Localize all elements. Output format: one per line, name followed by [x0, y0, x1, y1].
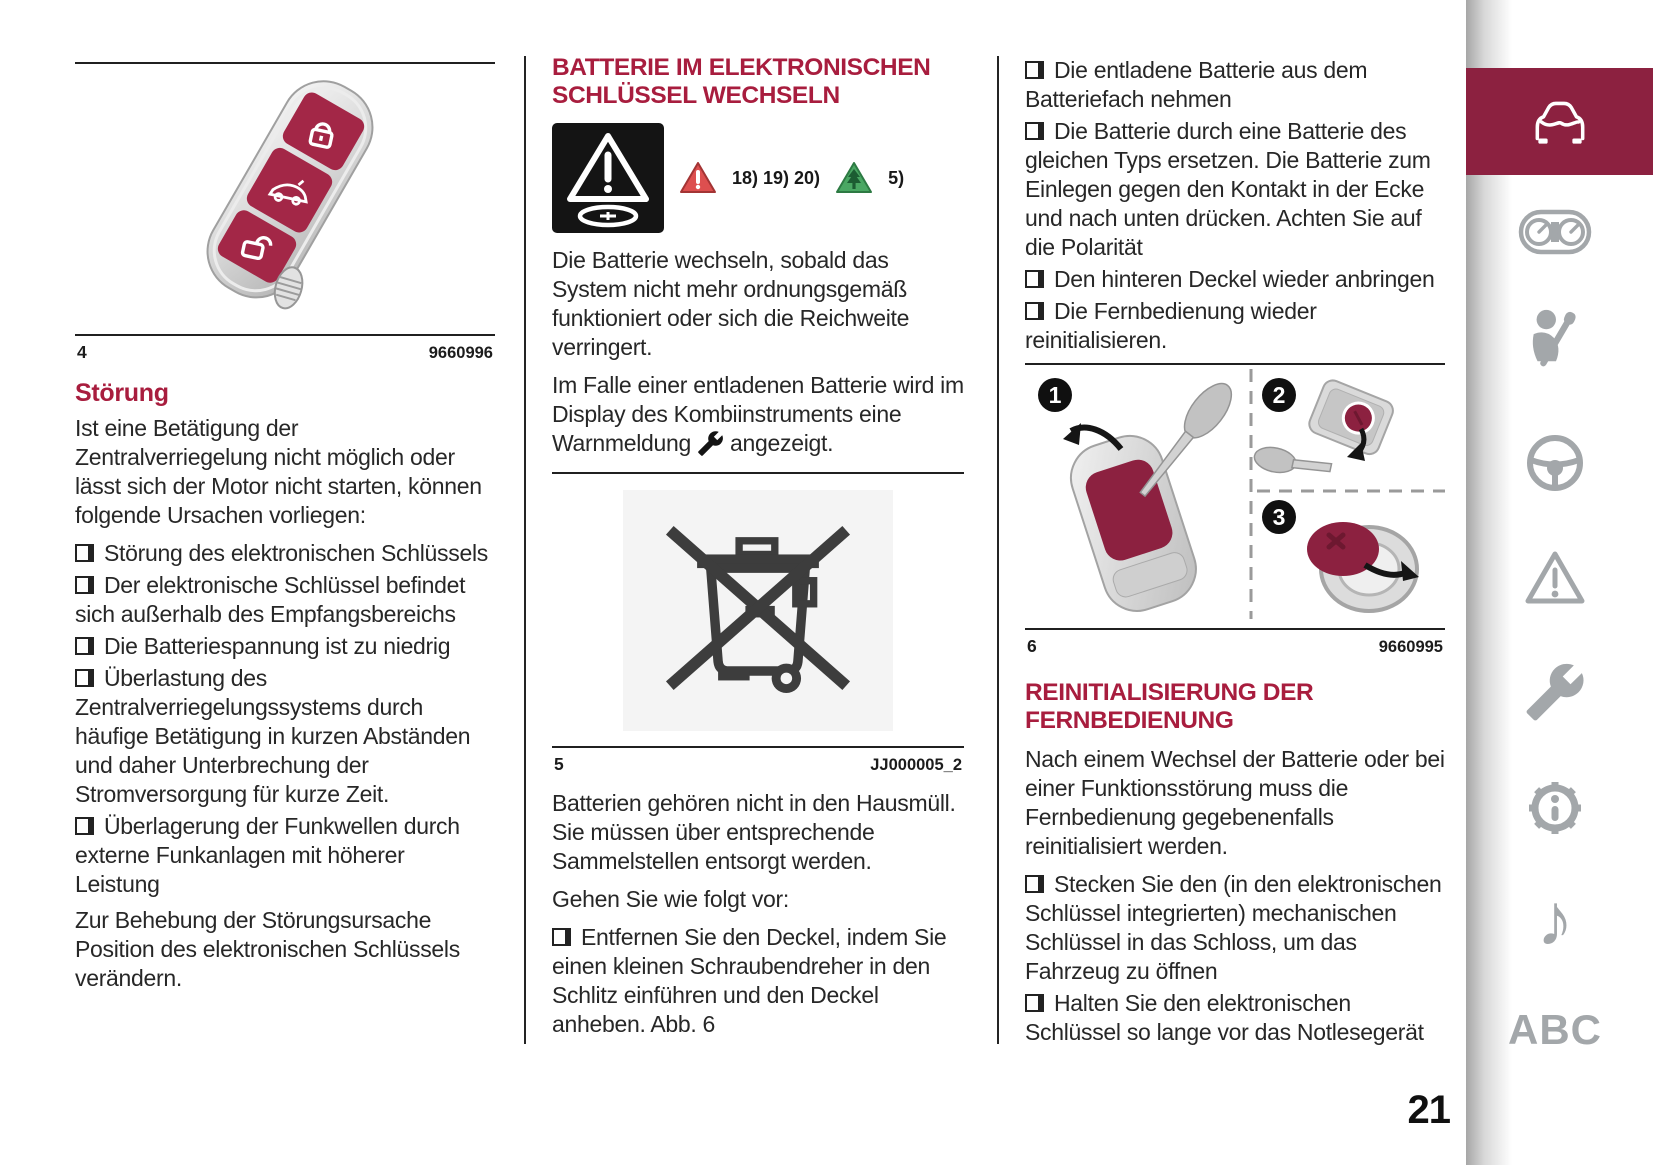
- tab-maintenance[interactable]: [1507, 644, 1603, 740]
- list-item: Überlastung des Zentralverriegelungssystems durch häufige Betätigung in kurzen Abständen und daher Unterbrechung der Stromversorgung für kurze Zeit.: [75, 665, 471, 807]
- car-icon: [1527, 97, 1593, 147]
- paragraph: Zur Behebung der Störungsursache Position des elektronischen Schlüssels verändern.: [75, 907, 460, 991]
- wrench-icon: [1524, 661, 1586, 723]
- column-divider: [997, 56, 999, 1044]
- figure-battery-disposal: [552, 474, 964, 746]
- paragraph: Ist eine Betätigung der Zentralverriegelung nicht möglich oder lässt sich der Motor nicht starten, können folgende Ursachen vorliegen:: [75, 415, 482, 528]
- list-item: Überlagerung der Funkwellen durch externe Funkanlagen mit höherer Leistung: [75, 813, 460, 897]
- warning-icon-row: [552, 120, 964, 236]
- figure4-caption: [75, 336, 495, 363]
- step-badge-2: 2: [1272, 382, 1286, 408]
- list-item: Entfernen Sie den Deckel, indem Sie einen kleinen Schraubendreher in den Schlitz einführen und den Deckel anheben. Abb. 6: [552, 924, 947, 1037]
- battery-warning-box-icon: [552, 123, 664, 233]
- tab-driving[interactable]: [1507, 415, 1603, 511]
- figure5-code: JJ000005_2: [870, 756, 962, 774]
- tab-emergency[interactable]: [1507, 530, 1603, 626]
- column-divider: [524, 56, 526, 1044]
- heading-stoerung: Störung: [75, 379, 169, 407]
- square-bullet-icon: [1025, 994, 1044, 1012]
- square-bullet-icon: [1025, 270, 1044, 288]
- eco-reference-number: 5): [888, 167, 905, 188]
- dashboard-icon: [1518, 209, 1592, 255]
- green-eco-triangle-icon: [834, 160, 874, 196]
- list-item: Die Batteriespannung ist zu niedrig: [75, 632, 495, 661]
- section-heading-battery: BATTERIE IM ELEKTRONISCHEN SCHLÜSSEL WECHSELN: [552, 54, 931, 109]
- figure6-code: 9660995: [1378, 638, 1443, 656]
- paragraph: Batterien gehören nicht in den Hausmüll. Sie müssen über entsprechende Sammelstellen entsorgt werden.: [552, 790, 956, 874]
- tab-index[interactable]: [1507, 982, 1603, 1078]
- battery-replacement-illustration: [1025, 365, 1445, 623]
- figure-electronic-key: [75, 62, 495, 334]
- red-warning-triangle-icon: [678, 160, 718, 196]
- list-item: Störung des elektronischen Schlüssels: [75, 539, 495, 568]
- square-bullet-icon: [75, 544, 94, 562]
- figure-battery-replacement-steps: [1025, 365, 1445, 628]
- tab-instruments[interactable]: [1507, 184, 1603, 280]
- tab-vehicle[interactable]: [1466, 68, 1653, 175]
- square-bullet-icon: [1025, 61, 1044, 79]
- list-item: Die Batterie durch eine Batterie des gleichen Typs ersetzen. Die Batterie zum Einlegen gegen den Kontakt in der Ecke und nach unten drücken. Achten Sie auf die Polarität: [1025, 118, 1431, 260]
- column-left: [75, 0, 495, 1002]
- abc-index-label: ABC: [1508, 1006, 1602, 1053]
- square-bullet-icon: [75, 669, 94, 687]
- tab-safety[interactable]: [1507, 290, 1603, 386]
- airbag-icon: [1524, 306, 1586, 370]
- figure6-number: 6: [1027, 636, 1037, 656]
- square-bullet-icon: [1025, 302, 1044, 320]
- figure4-number: 4: [77, 342, 87, 362]
- paragraph: Die Batterie wechseln, sobald das System nicht mehr ordnungsgemäß funktioniert oder sich die Reichweite verringert.: [552, 247, 910, 360]
- warning-triangle-icon: [1523, 548, 1587, 608]
- paragraph: Gehen Sie wie folgt vor:: [552, 886, 789, 912]
- list-item: Die entladene Batterie aus dem Batteriefach nehmen: [1025, 57, 1368, 112]
- tab-technical-info[interactable]: [1507, 760, 1603, 856]
- section-heading-reinit: REINITIALISIERUNG DER FERNBEDIENUNG: [1025, 679, 1314, 734]
- square-bullet-icon: [75, 817, 94, 835]
- electronic-key-illustration: [115, 68, 455, 328]
- disposal-image-background: [623, 490, 893, 731]
- column-right: [1025, 0, 1445, 1050]
- list-item: Den hinteren Deckel wieder anbringen: [1025, 265, 1445, 294]
- list-item: Stecken Sie den (in den elektronischen Schlüssel integrierten) mechanischen Schlüssel in das Schloss, um das Fahrzeug zu öffnen: [1025, 871, 1442, 984]
- square-bullet-icon: [1025, 122, 1044, 140]
- crossed-out-bin-icon: [653, 502, 863, 714]
- figure6-caption: [1025, 630, 1445, 657]
- steering-wheel-icon: [1523, 431, 1587, 495]
- list-item: Der elektronische Schlüssel befindet sich außerhalb des Empfangsbereichs: [75, 572, 466, 627]
- paragraph: Nach einem Wechsel der Batterie oder bei einer Funktionsstörung muss die Fernbedienung gegebenenfalls reinitialisiert werden.: [1025, 746, 1445, 859]
- wrench-warning-icon: [697, 430, 724, 457]
- figure5-number: 5: [554, 754, 564, 774]
- square-bullet-icon: [1025, 875, 1044, 893]
- paragraph-with-wrench: Im Falle einer entladenen Batterie wird im Display des Kombiinstruments eine Warnmeldung angezeigt.: [552, 372, 964, 456]
- square-bullet-icon: [75, 637, 94, 655]
- warning-reference-numbers: 18) 19) 20): [732, 167, 821, 188]
- square-bullet-icon: [75, 576, 94, 594]
- gear-info-icon: [1523, 776, 1587, 840]
- step-badge-1: 1: [1048, 382, 1062, 408]
- figure4-top-rule: [75, 62, 495, 64]
- step-badge-3: 3: [1272, 504, 1286, 530]
- figure4-code: 9660996: [428, 344, 493, 362]
- tab-multimedia[interactable]: [1507, 872, 1603, 968]
- list-item: Die Fernbedienung wieder reinitialisieren.: [1025, 298, 1317, 353]
- page-number: 21: [1407, 1088, 1450, 1132]
- square-bullet-icon: [552, 928, 571, 946]
- music-note-icon: ♪: [1536, 878, 1574, 961]
- figure5-caption: [552, 748, 964, 775]
- list-item: Halten Sie den elektronischen Schlüssel so lange vor das Notlesegerät: [1025, 990, 1424, 1045]
- column-middle: [552, 0, 964, 1042]
